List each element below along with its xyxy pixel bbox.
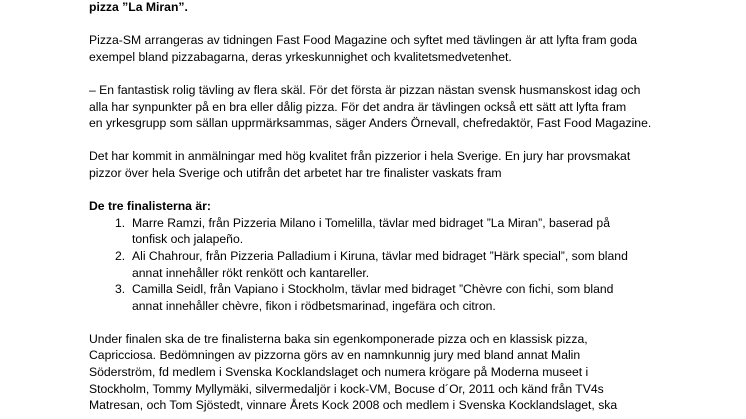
text-line: Matresan, och Tom Sjöstedt, vinnare Årets Kock 2008 och medlem i Svenska Kocklandslaget, ska [89, 398, 618, 413]
list-item [89, 248, 729, 281]
text-line: Pizza-SM arrangeras av tidningen Fast Food Magazine och syftet med tävlingen är att lyfta fram goda [89, 33, 638, 48]
list-item [89, 215, 729, 248]
finalists-heading: De tre finalisterna är: [89, 199, 211, 214]
text-line: alla har synpunkter på en bra eller dålig pizza. För det andra är tävlingen också ett sätt att lyfta fram [89, 99, 627, 114]
text-line: pizzor över hela Sverige och utifrån det arbetet har tre finalister vaskats fram [89, 165, 502, 180]
document-page [89, 0, 729, 414]
list-number: 3. [115, 282, 126, 297]
paragraph-quote [89, 82, 729, 132]
paragraph-entries [89, 148, 729, 181]
text-line: tonfisk och jalapeño. [132, 232, 244, 247]
text-line: exempel bland pizzabagarna, deras yrkeskunnighet och kvalitetsmedvetenhet. [89, 49, 512, 64]
list-number: 1. [115, 215, 126, 230]
paragraph-intro [89, 32, 729, 65]
text-line: Söderström, fd medlem i Svenska Kocklandslaget och numera krögare på Moderna museet i [89, 365, 589, 380]
heading-continuation: pizza ”La Miran”. [89, 0, 188, 14]
list-number: 2. [115, 248, 126, 263]
paragraph-final [89, 331, 729, 414]
text-line: Under finalen ska de tre finalisterna baka sin egenkomponerade pizza och en klassisk pizza, [89, 331, 588, 346]
text-line: – En fantastisk rolig tävling av flera skäl. För det första är pizzan nästan svensk husmanskost idag och [89, 82, 641, 97]
text-line: Det har kommit in anmälningar med hög kvalitet från pizzerior i hela Sverige. En jury har provsmakat [89, 149, 631, 164]
text-line: annat innehåller chèvre, fikon i rödbetsmarinad, ingefära och citron. [132, 298, 496, 313]
text-line: Ali Chahrour, från Pizzeria Palladium i Kiruna, tävlar med bidraget ”Härk special”, som bland [132, 248, 628, 263]
text-line: annat innehåller rökt renkött och kantareller. [132, 265, 370, 280]
text-line: Capricciosa. Bedömningen av pizzorna görs av en namnkunnig jury med bland annat Malin [89, 348, 581, 363]
list-item [89, 281, 729, 314]
text-line: en yrkesgrupp som sällan upprmärksammas, säger Anders Örnevall, chefredaktör, Fast Food Magazine. [89, 116, 652, 131]
text-line: Marre Ramzi, från Pizzeria Milano i Tomelilla, tävlar med bidraget ”La Miran”, baserad på [132, 215, 610, 230]
finalists-list [89, 215, 729, 315]
text-line: Stockholm, Tommy Myllymäki, silvermedaljör i kock-VM, Bocuse d´Or, 2011 och känd från TV4s [89, 381, 604, 396]
text-line: Camilla Seidl, från Vapiano i Stockholm, tävlar med bidraget ”Chèvre con fichi, som bland [132, 282, 614, 297]
